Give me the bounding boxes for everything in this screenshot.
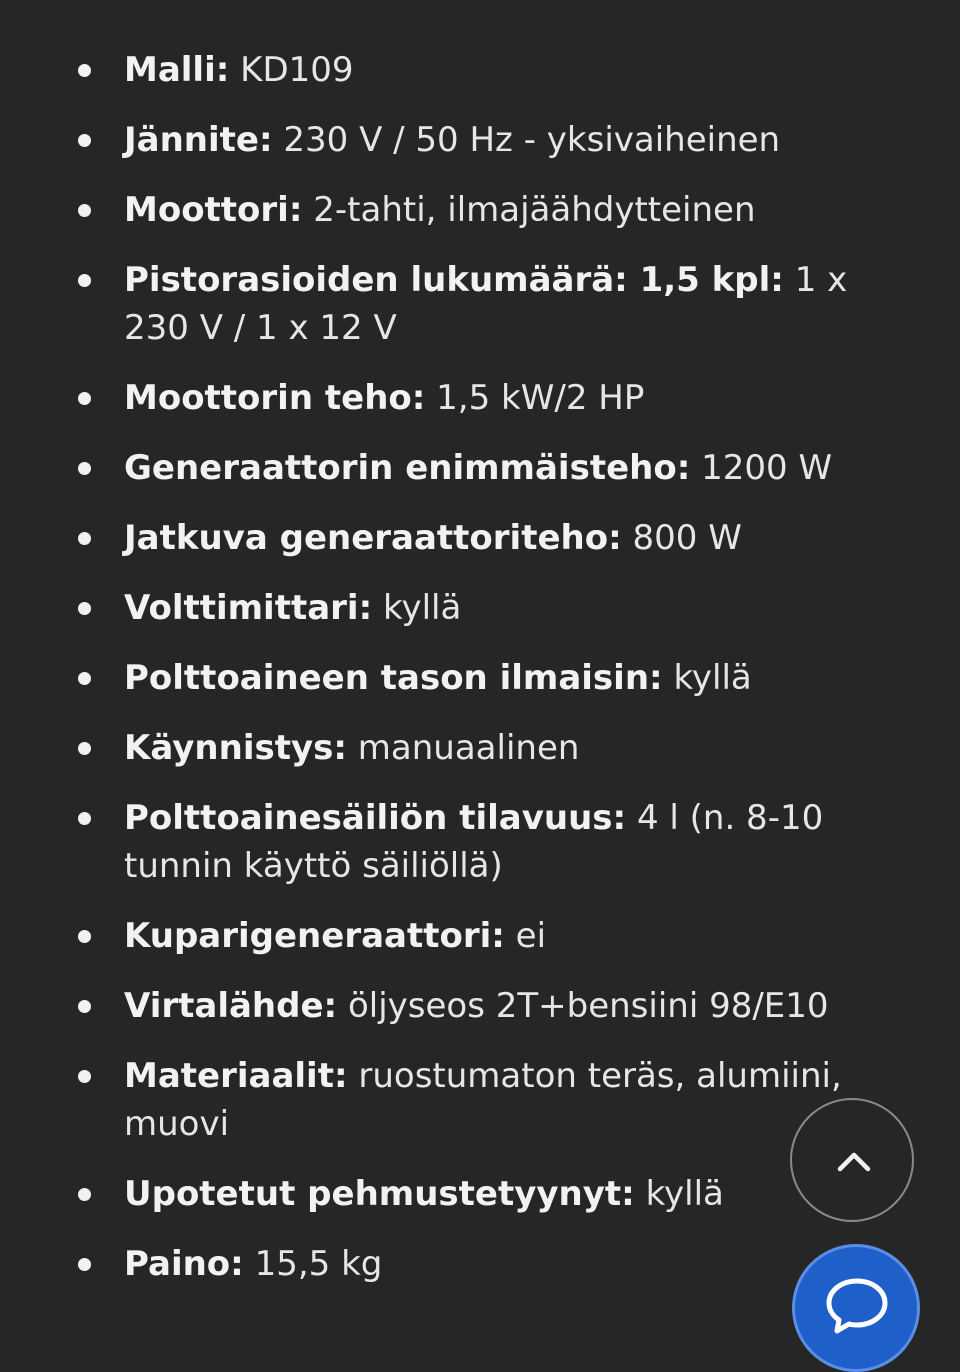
bullet bbox=[78, 204, 91, 217]
spec-label: Kuparigeneraattori: bbox=[124, 916, 505, 956]
spec-label: Paino: bbox=[124, 1244, 244, 1284]
spec-label: Moottori: bbox=[124, 190, 303, 230]
bullet bbox=[78, 134, 91, 147]
spec-label: Pistorasioiden lukumäärä: 1,5 kpl: bbox=[124, 260, 784, 300]
spec-item-pistorasiat bbox=[0, 256, 960, 352]
spec-value: kyllä bbox=[645, 1174, 724, 1214]
bullet bbox=[78, 462, 91, 475]
spec-value: 4 l (n. 8-10 tunnin käyttö säiliöllä) bbox=[124, 798, 824, 886]
spec-value: öljyseos 2T+bensiini 98/E10 bbox=[347, 986, 829, 1026]
spec-item-sailion-tilavuus bbox=[0, 794, 960, 890]
spec-label: Virtalähde: bbox=[124, 986, 338, 1026]
scroll-to-top-button[interactable] bbox=[790, 1098, 914, 1222]
spec-label: Polttoainesäiliön tilavuus: bbox=[124, 798, 627, 838]
bullet bbox=[78, 1000, 91, 1013]
bullet bbox=[78, 1188, 91, 1201]
spec-value: 2-tahti, ilmajäähdytteinen bbox=[313, 190, 756, 230]
bullet bbox=[78, 930, 91, 943]
spec-item-enimmaisteho bbox=[0, 444, 960, 492]
bullet bbox=[78, 392, 91, 405]
bullet bbox=[78, 274, 91, 287]
spec-item-jannite bbox=[0, 116, 960, 164]
spec-label: Moottorin teho: bbox=[124, 378, 426, 418]
spec-value: manuaalinen bbox=[357, 728, 580, 768]
bullet bbox=[78, 64, 91, 77]
spec-value: KD109 bbox=[240, 50, 354, 90]
spec-label: Generaattorin enimmäisteho: bbox=[124, 448, 691, 488]
bullet bbox=[78, 1258, 91, 1271]
spec-value: 15,5 kg bbox=[254, 1244, 383, 1284]
spec-value: 1,5 kW/2 HP bbox=[436, 378, 645, 418]
spec-item-polttoaineen-taso bbox=[0, 654, 960, 702]
bullet bbox=[78, 812, 91, 825]
spec-value: ei bbox=[515, 916, 547, 956]
bullet bbox=[78, 1070, 91, 1083]
spec-label: Malli: bbox=[124, 50, 230, 90]
spec-label: Jatkuva generaattoriteho: bbox=[124, 518, 622, 558]
spec-label: Upotetut pehmustetyynyt: bbox=[124, 1174, 635, 1214]
spec-item-kuparigeneraattori bbox=[0, 912, 960, 960]
spec-item-moottorin-teho bbox=[0, 374, 960, 422]
chevron-up-icon bbox=[836, 1149, 872, 1173]
bullet bbox=[78, 602, 91, 615]
spec-value: 800 W bbox=[632, 518, 742, 558]
chat-button[interactable] bbox=[792, 1244, 920, 1372]
spec-value: 1 x 230 V / 1 x 12 V bbox=[124, 260, 848, 348]
spec-item-kaynnistys bbox=[0, 724, 960, 772]
spec-value: kyllä bbox=[383, 588, 462, 628]
spec-item-moottori bbox=[0, 186, 960, 234]
spec-label: Polttoaineen tason ilmaisin: bbox=[124, 658, 663, 698]
spec-item-volttimittari bbox=[0, 584, 960, 632]
spec-value: 1200 W bbox=[701, 448, 833, 488]
spec-item-jatkuva-teho bbox=[0, 514, 960, 562]
spec-item-virtalahde bbox=[0, 982, 960, 1030]
spec-value: kyllä bbox=[673, 658, 752, 698]
chat-icon bbox=[825, 1275, 889, 1335]
bullet bbox=[78, 532, 91, 545]
bullet bbox=[78, 742, 91, 755]
spec-label: Materiaalit: bbox=[124, 1056, 348, 1096]
bullet bbox=[78, 672, 91, 685]
spec-item-malli bbox=[0, 46, 960, 94]
spec-label: Käynnistys: bbox=[124, 728, 347, 768]
spec-value: 230 V / 50 Hz - yksivaiheinen bbox=[283, 120, 781, 160]
spec-label: Volttimittari: bbox=[124, 588, 373, 628]
spec-value: ruostumaton teräs, alumiini, muovi bbox=[124, 1056, 842, 1144]
spec-label: Jännite: bbox=[124, 120, 273, 160]
